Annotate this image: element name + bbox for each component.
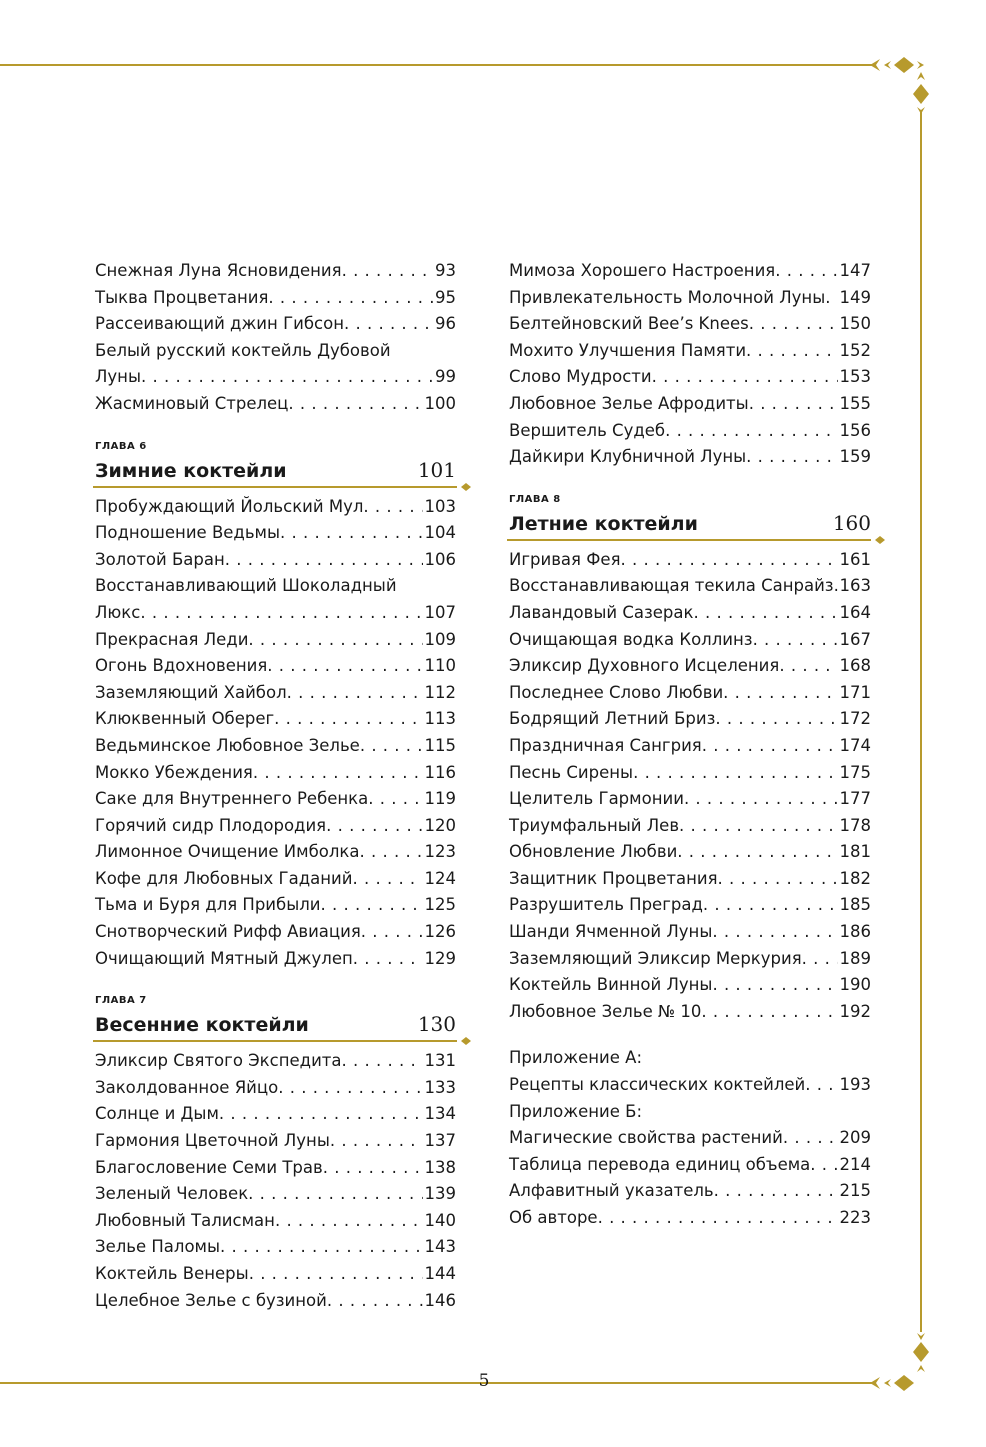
toc-entry[interactable]: Заколдованное Яйцо . . . 133 <box>95 1075 456 1102</box>
toc-entry[interactable]: Гармония Цветочной Луны . . . 137 <box>95 1128 456 1155</box>
toc-entry[interactable]: Обновление Любви . . . 181 <box>509 839 871 866</box>
rule-ornament-icon <box>461 1036 471 1046</box>
toc-entry[interactable]: Люкс . . . 107 <box>95 600 456 627</box>
toc-entry[interactable]: Игривая Фея . . . 161 <box>509 547 871 574</box>
toc-entry[interactable]: Ведьминское Любовное Зелье . . . 115 <box>95 733 456 760</box>
frame-top-rule <box>0 64 875 66</box>
chapter-label: ГЛАВА 7 <box>95 995 147 1007</box>
toc-entry[interactable]: Рецепты классических коктейлей . . . 193 <box>509 1072 871 1099</box>
corner-ornament-top <box>866 50 936 120</box>
toc-entry[interactable]: Снотворческий Рифф Авиация . . . 126 <box>95 919 456 946</box>
toc-entry[interactable]: Жасминовый Стрелец . . . 100 <box>95 391 456 418</box>
toc-entry[interactable]: Подношение Ведьмы . . . 104 <box>95 520 456 547</box>
toc-entry[interactable]: Благословение Семи Трав . . . 138 <box>95 1155 456 1182</box>
toc-entry[interactable]: Белтейновский Bee’s Knees . . . 150 <box>509 311 871 338</box>
chapter-page: 130 <box>417 1012 456 1037</box>
toc-entry[interactable]: Последнее Слово Любви . . . 171 <box>509 680 871 707</box>
chapter-heading[interactable] <box>95 454 456 486</box>
toc-entry[interactable]: Кофе для Любовных Гаданий . . . 124 <box>95 866 456 893</box>
corner-ornament-bottom <box>866 1328 936 1398</box>
toc-entry[interactable]: Разрушитель Преград . . . 185 <box>509 892 871 919</box>
toc-entry[interactable]: Саке для Внутреннего Ребенка . . . 119 <box>95 786 456 813</box>
chapter-title: Весенние коктейли <box>95 1014 309 1037</box>
appendix-label: Приложение Б: <box>509 1101 643 1121</box>
toc-entry[interactable]: Восстанавливающая текила Санрайз . . . 163 <box>509 573 871 600</box>
toc-entry[interactable]: Прекрасная Леди . . . 109 <box>95 627 456 654</box>
chapter-rule <box>93 486 457 488</box>
toc-left-column <box>95 258 456 1314</box>
toc-entry[interactable]: Мокко Убеждения . . . 116 <box>95 760 456 787</box>
toc-entry[interactable]: Коктейль Венеры . . . 144 <box>95 1261 456 1288</box>
toc-entry[interactable]: Привлекательность Молочной Луны . . . 149 <box>509 285 871 312</box>
toc-entry[interactable]: Таблица перевода единиц объема . . . 214 <box>509 1152 871 1179</box>
chapter-rule <box>507 539 871 541</box>
toc-entry[interactable]: Мохито Улучшения Памяти . . . 152 <box>509 338 871 365</box>
appendix-label: Приложение А: <box>509 1048 643 1068</box>
toc-entry[interactable]: Солнце и Дым . . . 134 <box>95 1101 456 1128</box>
toc-entry[interactable]: Заземляющий Эликсир Меркурия . . . 189 <box>509 946 871 973</box>
toc-entry[interactable]: Лимонное Очищение Имболка . . . 123 <box>95 839 456 866</box>
chapter-heading[interactable] <box>95 1008 456 1040</box>
frame-bottom-rule <box>0 1382 875 1384</box>
rule-ornament-icon <box>461 482 471 492</box>
toc-entry[interactable]: Зеленый Человек . . . 139 <box>95 1181 456 1208</box>
chapter-title: Зимние коктейли <box>95 459 287 482</box>
toc-entry[interactable]: Луны . . . 99 <box>95 364 456 391</box>
toc-right-column <box>509 258 871 1232</box>
toc-entry[interactable]: Праздничная Сангрия . . . 174 <box>509 733 871 760</box>
chapter-label: ГЛАВА 6 <box>95 440 147 452</box>
chapter-title: Летние коктейли <box>509 512 698 535</box>
toc-entry[interactable]: Песнь Сирены . . . 175 <box>509 760 871 787</box>
chapter-rule <box>93 1040 457 1042</box>
rule-ornament-icon <box>875 535 885 545</box>
toc-entry[interactable]: Тыква Процветания . . . 95 <box>95 285 456 312</box>
toc-entry[interactable]: Заземляющий Хайбол . . . 112 <box>95 680 456 707</box>
toc-entry[interactable]: Клюквенный Оберег . . . 113 <box>95 706 456 733</box>
toc-entry[interactable]: Эликсир Святого Экспедита . . . 131 <box>95 1048 456 1075</box>
toc-entry[interactable]: Тьма и Буря для Прибыли . . . 125 <box>95 892 456 919</box>
toc-entry[interactable]: Любовное Зелье Афродиты . . . 155 <box>509 391 871 418</box>
toc-entry[interactable]: Любовное Зелье № 10 . . . 192 <box>509 999 871 1026</box>
toc-entry[interactable]: Дайкири Клубничной Луны . . . 159 <box>509 444 871 471</box>
toc-entry[interactable]: Рассеивающий джин Гибсон . . . 96 <box>95 311 456 338</box>
toc-entry[interactable]: Бодрящий Летний Бриз . . . 172 <box>509 706 871 733</box>
toc-entry[interactable]: Вершитель Судеб . . . 156 <box>509 418 871 445</box>
toc-entry[interactable]: Эликсир Духовного Исцеления . . . 168 <box>509 653 871 680</box>
toc-entry[interactable]: Снежная Луна Ясновидения . . . 93 <box>95 258 456 285</box>
toc-entry[interactable]: Зелье Паломы . . . 143 <box>95 1234 456 1261</box>
toc-entry[interactable]: Пробуждающий Йольский Мул . . . 103 <box>95 494 456 521</box>
chapter-page: 101 <box>417 457 456 482</box>
chapter-page: 160 <box>832 510 871 535</box>
toc-entry[interactable]: Очищающий Мятный Джулеп . . . 129 <box>95 946 456 973</box>
toc-entry[interactable]: Любовный Талисман . . . 140 <box>95 1208 456 1235</box>
toc-entry[interactable]: Огонь Вдохновения . . . 110 <box>95 653 456 680</box>
toc-entry-first-line[interactable]: Восстанавливающий Шоколадный <box>95 576 397 596</box>
toc-entry[interactable]: Триумфальный Лев . . . 178 <box>509 813 871 840</box>
toc-entry[interactable]: Мимоза Хорошего Настроения . . . 147 <box>509 258 871 285</box>
page-number: 5 <box>478 1371 490 1391</box>
toc-entry[interactable]: Защитник Процветания . . . 182 <box>509 866 871 893</box>
toc-entry[interactable]: Горячий сидр Плодородия . . . 120 <box>95 813 456 840</box>
chapter-label: ГЛАВА 8 <box>509 493 561 505</box>
toc-entry[interactable]: Очищающая водка Коллинз . . . 167 <box>509 627 871 654</box>
toc-entry-first-line[interactable]: Белый русский коктейль Дубовой <box>95 340 391 360</box>
chapter-heading[interactable] <box>509 507 871 539</box>
toc-entry[interactable]: Об авторе . . . 223 <box>509 1205 871 1232</box>
toc-entry[interactable]: Шанди Ячменной Луны . . . 186 <box>509 919 871 946</box>
toc-entry[interactable]: Целитель Гармонии . . . 177 <box>509 786 871 813</box>
toc-entry[interactable]: Целебное Зелье с бузиной . . . 146 <box>95 1288 456 1315</box>
toc-entry[interactable]: Алфавитный указатель . . . 215 <box>509 1178 871 1205</box>
toc-entry[interactable]: Золотой Баран . . . 106 <box>95 547 456 574</box>
frame-right-rule <box>920 110 922 1332</box>
toc-entry[interactable]: Слово Мудрости . . . 153 <box>509 364 871 391</box>
toc-entry[interactable]: Коктейль Винной Луны . . . 190 <box>509 972 871 999</box>
toc-entry[interactable]: Магические свойства растений . . . 209 <box>509 1125 871 1152</box>
toc-entry[interactable]: Лавандовый Сазерак . . . 164 <box>509 600 871 627</box>
